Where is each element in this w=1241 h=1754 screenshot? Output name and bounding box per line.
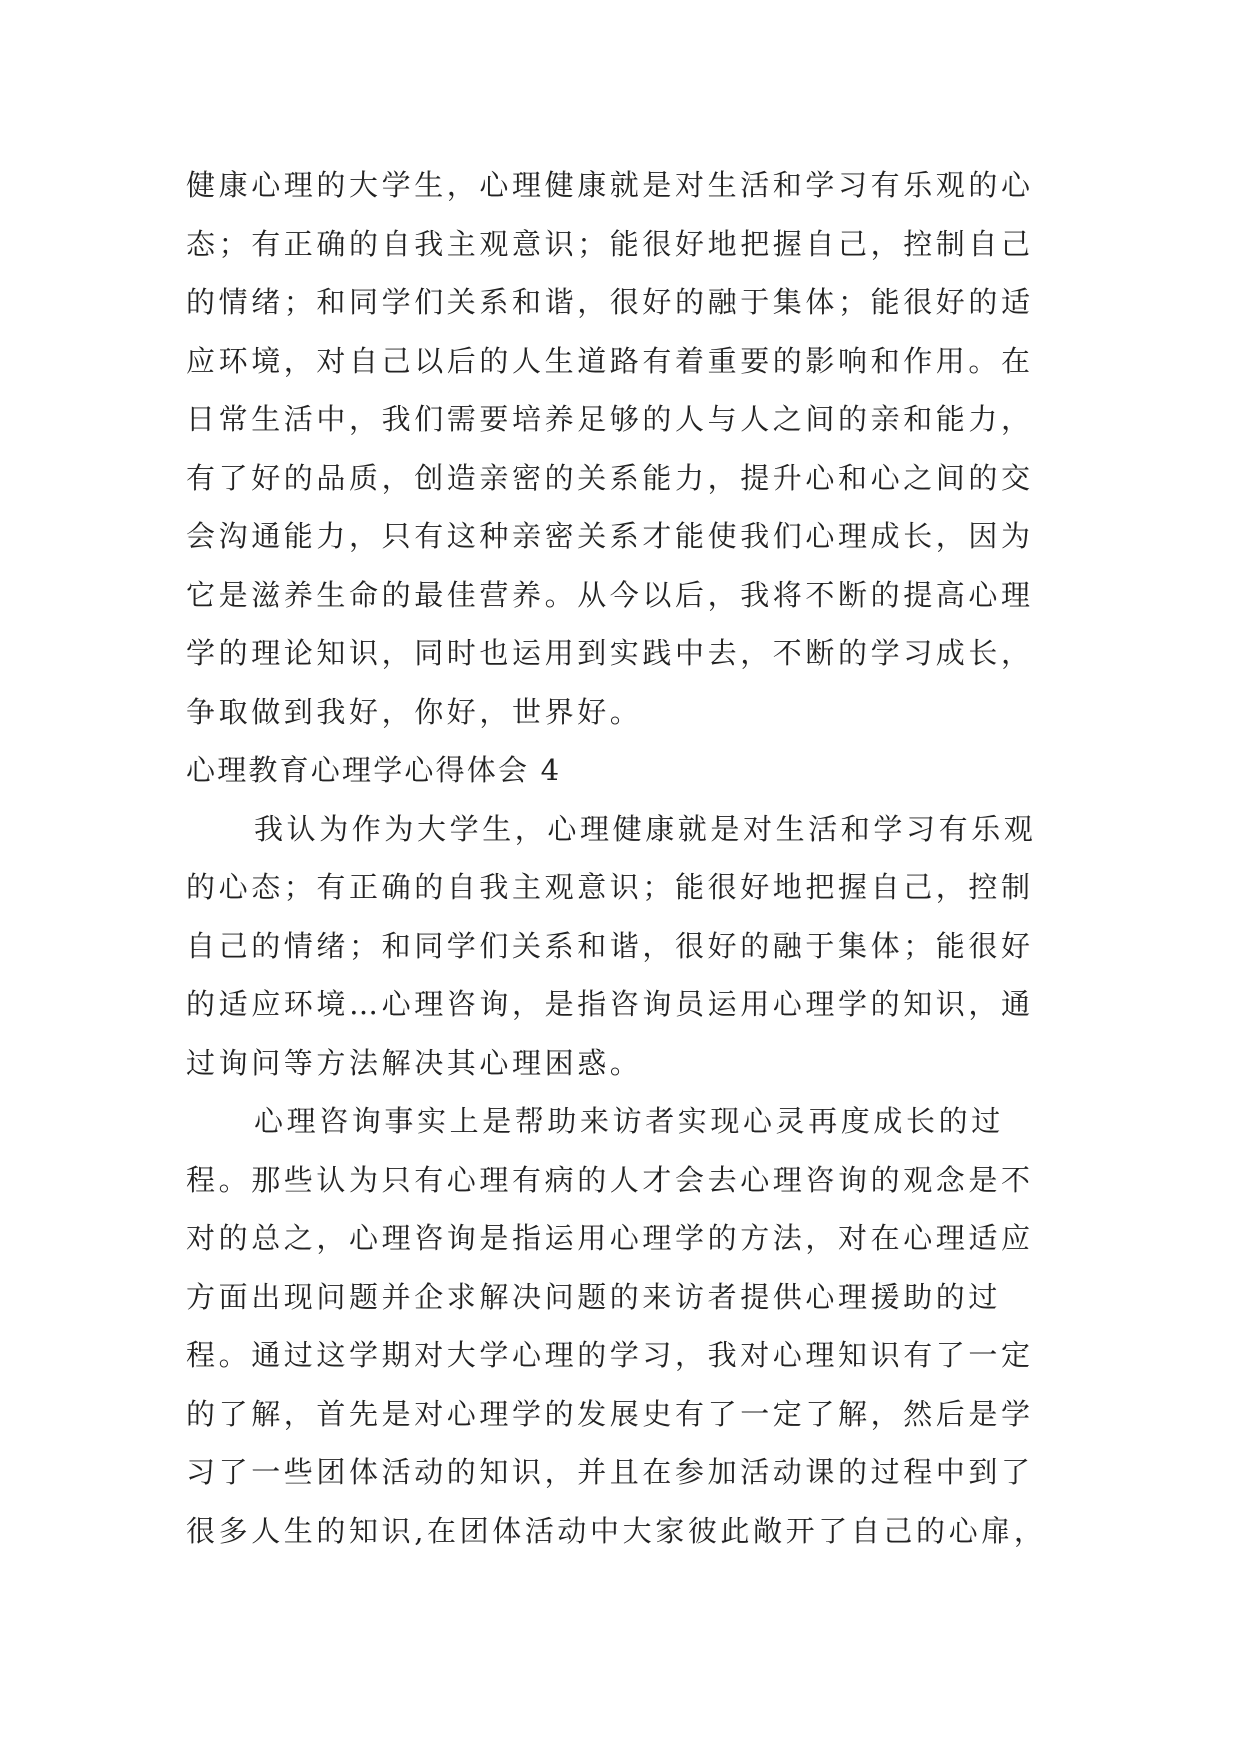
text-line: 过询问等方法解决其心理困惑。 <box>186 1045 643 1080</box>
text-line: 态；有正确的自我主观意识；能很好地把握自己，控制自己 <box>186 226 1034 261</box>
text-line: 它是滋养生命的最佳营养。从今以后，我将不断的提高心理 <box>186 577 1034 612</box>
paragraph <box>186 1092 1066 1560</box>
text-line: 的了解，首先是对心理学的发展史有了一定了解，然后是学 <box>186 1396 1034 1431</box>
text-line: 应环境，对自己以后的人生道路有着重要的影响和作用。在 <box>186 343 1034 378</box>
text-line: 方面出现问题并企求解决问题的来访者提供心理援助的过 <box>186 1279 1002 1314</box>
text-line: 有了好的品质，创造亲密的关系能力，提升心和心之间的交 <box>186 460 1034 495</box>
text-line: 争取做到我好，你好，世界好。 <box>186 694 643 729</box>
text-line: 心理咨询事实上是帮助来访者实现心灵再度成长的过 <box>254 1104 1004 1138</box>
text-line: 的适应环境…心理咨询，是指咨询员运用心理学的知识，通 <box>186 987 1034 1021</box>
text-line: 的心态；有正确的自我主观意识；能很好地把握自己，控制 <box>186 870 1034 904</box>
document-body <box>186 156 1066 1560</box>
text-line: 程。那些认为只有心理有病的人才会去心理咨询的观念是不 <box>186 1162 1034 1197</box>
text-line: 对的总之，心理咨询是指运用心理学的方法，对在心理适应 <box>186 1221 1034 1255</box>
text-line: 程。通过这学期对大学心理的学习，我对心理知识有了一定 <box>186 1338 1034 1372</box>
continued-paragraph <box>186 156 1066 741</box>
section-heading: 心理教育心理学心得体会 4 <box>186 753 562 787</box>
text-line: 健康心理的大学生，心理健康就是对生活和学习有乐观的心 <box>186 168 1034 202</box>
text-line: 习了一些团体活动的知识，并且在参加活动课的过程中到了 <box>186 1455 1034 1489</box>
text-line: 很多人生的知识,在团体活动中大家彼此敞开了自己的心扉， <box>186 1513 1047 1548</box>
paragraph <box>186 800 1066 1093</box>
text-line: 学的理论知识，同时也运用到实践中去，不断的学习成长， <box>186 636 1034 670</box>
text-line: 我认为作为大学生，心理健康就是对生活和学习有乐观 <box>254 811 1037 846</box>
text-line: 日常生活中，我们需要培养足够的人与人之间的亲和能力， <box>186 402 1034 436</box>
text-line: 的情绪；和同学们关系和谐，很好的融于集体；能很好的适 <box>186 285 1034 319</box>
text-line: 会沟通能力，只有这种亲密关系才能使我们心理成长，因为 <box>186 519 1034 553</box>
text-line: 自己的情绪；和同学们关系和谐，很好的融于集体；能很好 <box>186 928 1034 963</box>
